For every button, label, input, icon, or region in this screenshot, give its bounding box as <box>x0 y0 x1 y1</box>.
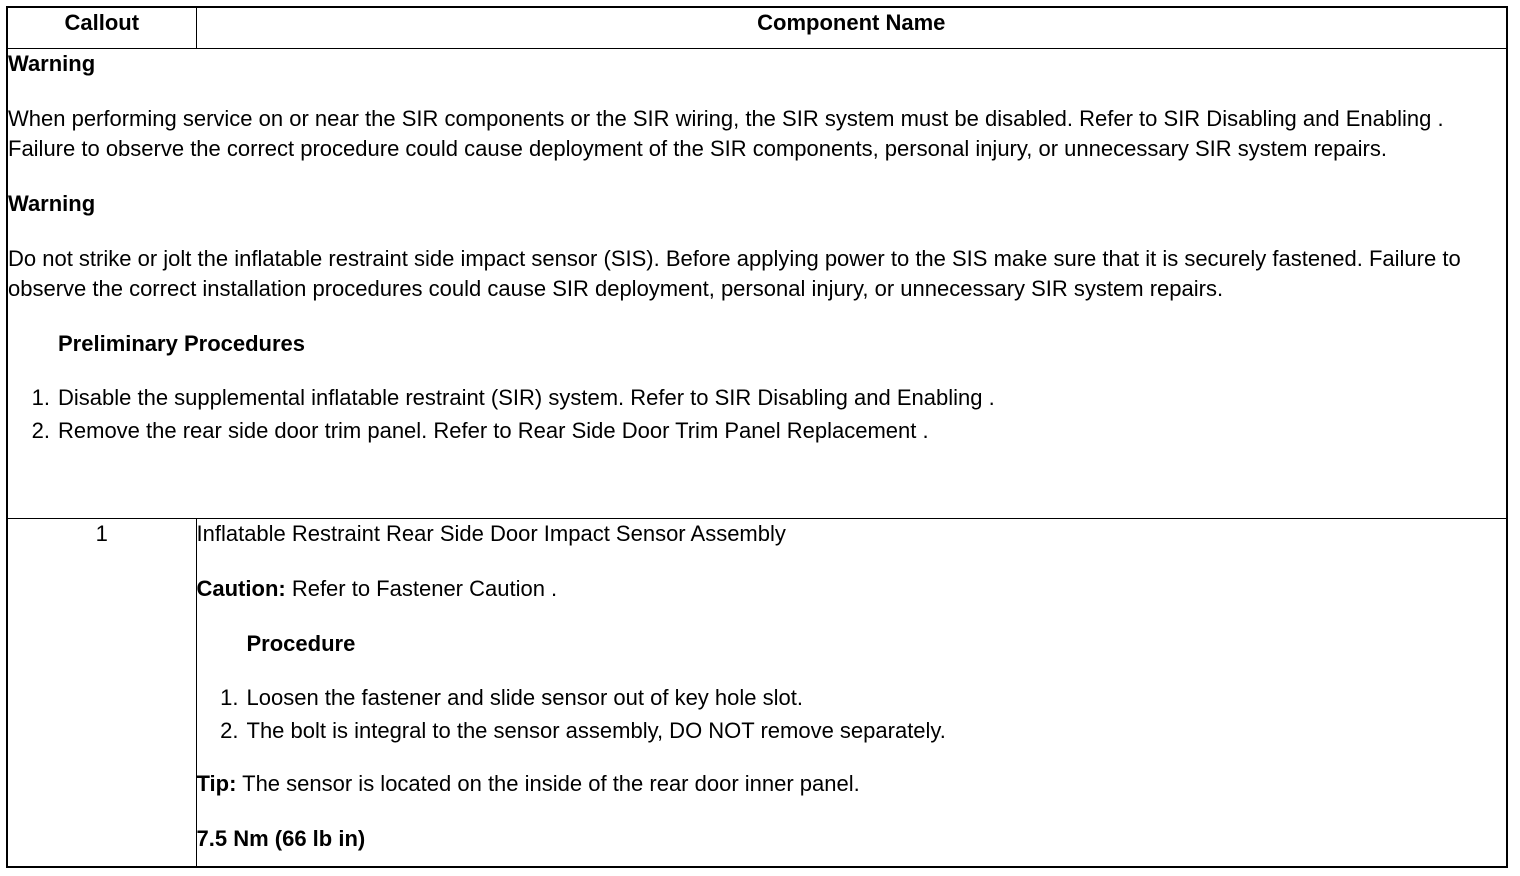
component-name: Inflatable Restraint Rear Side Door Impact Sensor Assembly <box>196 521 786 546</box>
preliminary-procedures-title: Preliminary Procedures <box>58 331 306 356</box>
warning-text: When performing service on or near the SIR components or the SIR wiring, the SIR system must be disabled. Refer to SIR Disabling and Enabling . Failure to observe the correct procedure could cause deployment of the SIR components, personal injury, or unnecessary SIR system repairs. <box>8 106 1444 161</box>
component-table <box>8 8 1506 866</box>
intro-cell <box>8 49 1506 519</box>
procedure-steps-list <box>197 681 1507 747</box>
component-name-header: Component Name <box>196 8 1506 49</box>
component-cell <box>196 519 1506 867</box>
tip-note <box>197 769 1507 799</box>
table-row <box>8 519 1506 867</box>
step-text: Remove the rear side door trim panel. Refer to Rear Side Door Trim Panel Replacement . <box>58 418 929 443</box>
caution-note <box>197 574 1507 604</box>
tip-text: The sensor is located on the inside of the rear door inner panel. <box>236 771 860 796</box>
step-number: 1. <box>220 685 239 710</box>
table-header-row <box>8 8 1506 49</box>
procedure-title: Procedure <box>246 631 356 656</box>
intro-row <box>8 49 1506 519</box>
callout-header: Callout <box>8 8 196 49</box>
preliminary-steps-list <box>8 381 1506 447</box>
tip-label: Tip: <box>196 771 237 796</box>
list-item <box>31 414 1506 447</box>
list-item <box>31 381 1506 414</box>
torque-spec: 7.5 Nm (66 lb in) <box>196 826 366 851</box>
list-item <box>220 681 1507 714</box>
step-number: 1. <box>31 385 50 410</box>
warning-text: Do not strike or jolt the inflatable restraint side impact sensor (SIS). Before applying power to the SIS make sure that it is securely fastened. Failure to observe the correct installation procedures could cause SIR deployment, personal injury, or unnecessary SIR system repairs. <box>8 246 1461 301</box>
warning-title: Warning <box>8 51 96 76</box>
list-item <box>220 714 1507 747</box>
service-table-sheet <box>6 6 1508 868</box>
callout-number: 1 <box>8 519 196 867</box>
warning-title: Warning <box>8 191 96 216</box>
step-text: Loosen the fastener and slide sensor out of key hole slot. <box>246 685 803 710</box>
step-number: 2. <box>31 418 50 443</box>
step-text: The bolt is integral to the sensor assembly, DO NOT remove separately. <box>246 718 946 743</box>
caution-label: Caution: <box>196 576 286 601</box>
step-text: Disable the supplemental inflatable restraint (SIR) system. Refer to SIR Disabling and Enabling . <box>58 385 995 410</box>
step-number: 2. <box>220 718 239 743</box>
caution-text: Refer to Fastener Caution . <box>285 576 558 601</box>
